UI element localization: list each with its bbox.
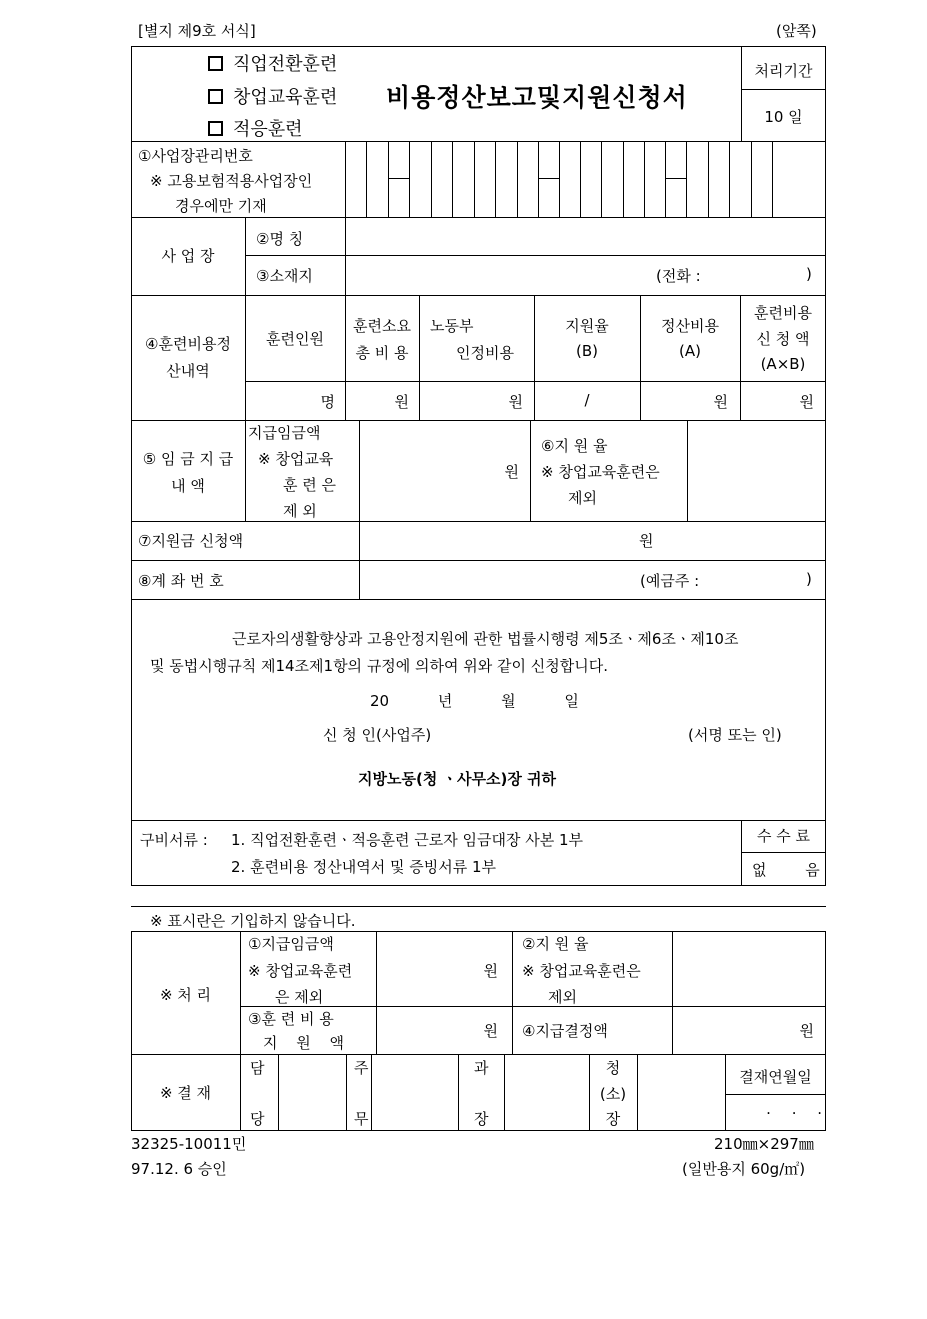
notice-text: ※ 표시란은 기입하지 않습니다. [150,912,356,930]
account-label: ⑧계 좌 번 호 [138,572,224,590]
header-settled-cost-2: (A) [679,342,701,360]
approval-head-2: (소) [599,1085,627,1103]
checkbox-icon[interactable] [208,89,223,104]
signature-label: (서명 또는 인) [688,726,782,744]
proc-decision-label: ④지급결정액 [522,1022,608,1040]
proc-support-unit: 원 [483,1022,498,1040]
docs-item-1: 1. 직업전환훈련ㆍ적응훈련 근로자 임금대장 사본 1부 [231,831,583,849]
wage-label2: 내 액 [171,477,205,495]
digit-cell-divider [474,141,475,217]
training-cost-label: ④훈련비용정 [145,335,231,353]
digit-cell-divider [495,141,496,217]
rate-label: ⑥지 원 율 [541,437,608,455]
unit-apply-amount: 원 [799,393,814,411]
fee-label: 수 수 료 [756,827,810,845]
approval-head-3: 장 [605,1110,621,1128]
digit-cell-divider [623,141,624,217]
unit-support-rate: / [584,391,590,409]
period-value: 10 일 [764,108,803,126]
wage-unit: 원 [504,463,519,481]
paper-size: 210㎜×297㎜ [714,1135,814,1153]
header-approved-cost-2: 인정비용 [456,344,514,362]
digit-cell-divider [538,141,539,217]
address-label: ③소재지 [256,267,313,285]
unit-approved-cost: 원 [508,393,523,411]
proc-rate-label: ②지 원 율 [522,935,589,953]
digit-cell-divider [452,141,453,217]
phone-close: ) [806,265,812,283]
wage-sub-label: 지급임금액 [248,424,321,442]
header-apply-amount: 훈련비용 [754,304,812,322]
workplace-label: 사 업 장 [161,247,215,265]
name-label: ②명 칭 [256,230,304,248]
digit-cell-divider [388,141,389,217]
training-cost-label2: 산내역 [166,362,210,380]
approval-chief-2: 무 [354,1110,369,1128]
option-label: 창업교육훈련 [233,87,338,108]
wage-sub-note2: 훈 련 은 [283,476,337,494]
proc-wage-label: ①지급임금액 [248,935,334,953]
digit-cell-divider [601,141,602,217]
approval-manager-2: 장 [474,1110,489,1128]
form-tag: [별지 제9호 서식] [138,22,256,40]
processing-label: ※ 처 리 [159,986,212,1004]
digit-cell-divider [580,141,581,217]
docs-item-2: 2. 훈련비용 정산내역서 및 증빙서류 1부 [231,858,497,876]
approval-staff-1: 담 [250,1059,265,1077]
paper-type: (일반용지 60g/㎡) [682,1160,806,1178]
unit-trainees: 명 [320,393,335,411]
rate-note: ※ 창업교육훈련은 [541,463,660,481]
biz-no-note: ※ 고용보험적용사업장인 [150,172,313,190]
digit-cell-divider [708,141,709,217]
phone-label: (전화 : [656,267,701,285]
unit-settled-cost: 원 [713,393,728,411]
form-code: 32325-10011민 [131,1135,247,1153]
biz-no-note2: 경우에만 기재 [175,197,267,215]
header-total-cost: 훈련소요 [353,317,411,335]
wage-label: ⑤ 임 금 지 급 [142,450,234,468]
apply-amount-label: ⑦지원금 신청액 [138,532,244,550]
approval-chief-1: 주 [354,1059,369,1077]
option-label: 직업전환훈련 [233,54,338,75]
approval-date-note: 97.12. 6 승인 [131,1160,227,1178]
digit-cell-divider [644,141,645,217]
digit-cell-divider [751,141,752,217]
proc-decision-unit: 원 [799,1022,814,1040]
applicant-label: 신 청 인(사업주) [323,726,432,744]
header-settled-cost: 정산비용 [661,317,719,335]
digit-cell-divider [366,141,367,217]
name-field[interactable] [352,224,822,252]
statement-line1: 근로자의생활향상과 고용안정지원에 관한 법률시행령 제5조ㆍ제6조ㆍ제10조 [232,630,739,648]
fee-value: 없 음 [752,861,820,879]
rate-field[interactable] [690,424,822,518]
addressee: 지방노동(청 ㆍ사무소)장 귀하 [358,770,557,788]
digit-cell-divider [686,141,687,217]
proc-wage-note2: 은 제외 [275,988,324,1006]
checkbox-icon[interactable] [208,121,223,136]
period-label: 처리기간 [754,62,813,80]
approval-date-value: . . . [766,1100,822,1118]
biz-no-label: ①사업장관리번호 [138,147,253,165]
header-support-rate: 지원율 [565,317,609,335]
header-apply-amount-3: (A×B) [760,355,806,373]
approval-manager-1: 과 [474,1059,489,1077]
header-apply-amount-2: 신 청 액 [756,330,810,348]
option-label: 적응훈련 [233,119,303,140]
digit-cell-divider [409,141,410,217]
proc-support-label: ③훈 련 비 용 [248,1010,334,1028]
header-total-cost-2: 총 비 용 [355,344,409,362]
option-startup[interactable] [208,83,337,109]
header-approved-cost: 노동부 [430,317,474,335]
proc-wage-unit: 원 [483,962,498,980]
proc-rate-note2: 제외 [548,988,577,1006]
header-trainees: 훈련인원 [266,330,324,348]
digit-cell-divider [665,141,666,217]
digit-cell-divider [517,141,518,217]
approval-label: ※ 결 재 [159,1084,212,1102]
account-holder-close: ) [806,570,812,588]
approval-date-label: 결재연월일 [739,1068,812,1086]
proc-rate-note: ※ 창업교육훈련은 [522,962,641,980]
proc-support-label2: 지 원 액 [263,1034,345,1052]
digit-cell-divider [772,141,773,217]
statement-line2: 및 동법시행규칙 제14조제1항의 규정에 의하여 위와 같이 신청합니다. [150,657,609,675]
form-title: 비용정산보고및지원신청서 [386,83,688,112]
digit-cell-divider [431,141,432,217]
checkbox-icon[interactable] [208,56,223,71]
proc-wage-note: ※ 창업교육훈련 [248,962,353,980]
address-field[interactable] [352,260,642,288]
approval-head-1: 청 [605,1059,621,1077]
rate-note2: 제외 [568,489,597,507]
unit-total-cost: 원 [394,393,409,411]
header-support-rate-2: (B) [576,342,598,360]
account-holder-label: (예금주 : [640,572,700,590]
option-job-change[interactable] [208,50,337,76]
wage-sub-note: ※ 창업교육 [258,450,334,468]
apply-amount-unit: 원 [639,532,654,550]
digit-cell-divider [729,141,730,217]
wage-sub-note3: 제 외 [283,502,317,520]
page-side-label: (앞쪽) [776,22,817,40]
digit-cell-divider [559,141,560,217]
approval-staff-2: 당 [250,1110,265,1128]
docs-label: 구비서류 : [140,831,208,849]
option-adaptation[interactable] [208,115,303,141]
statement-date: 20 년 월 일 [370,692,579,710]
